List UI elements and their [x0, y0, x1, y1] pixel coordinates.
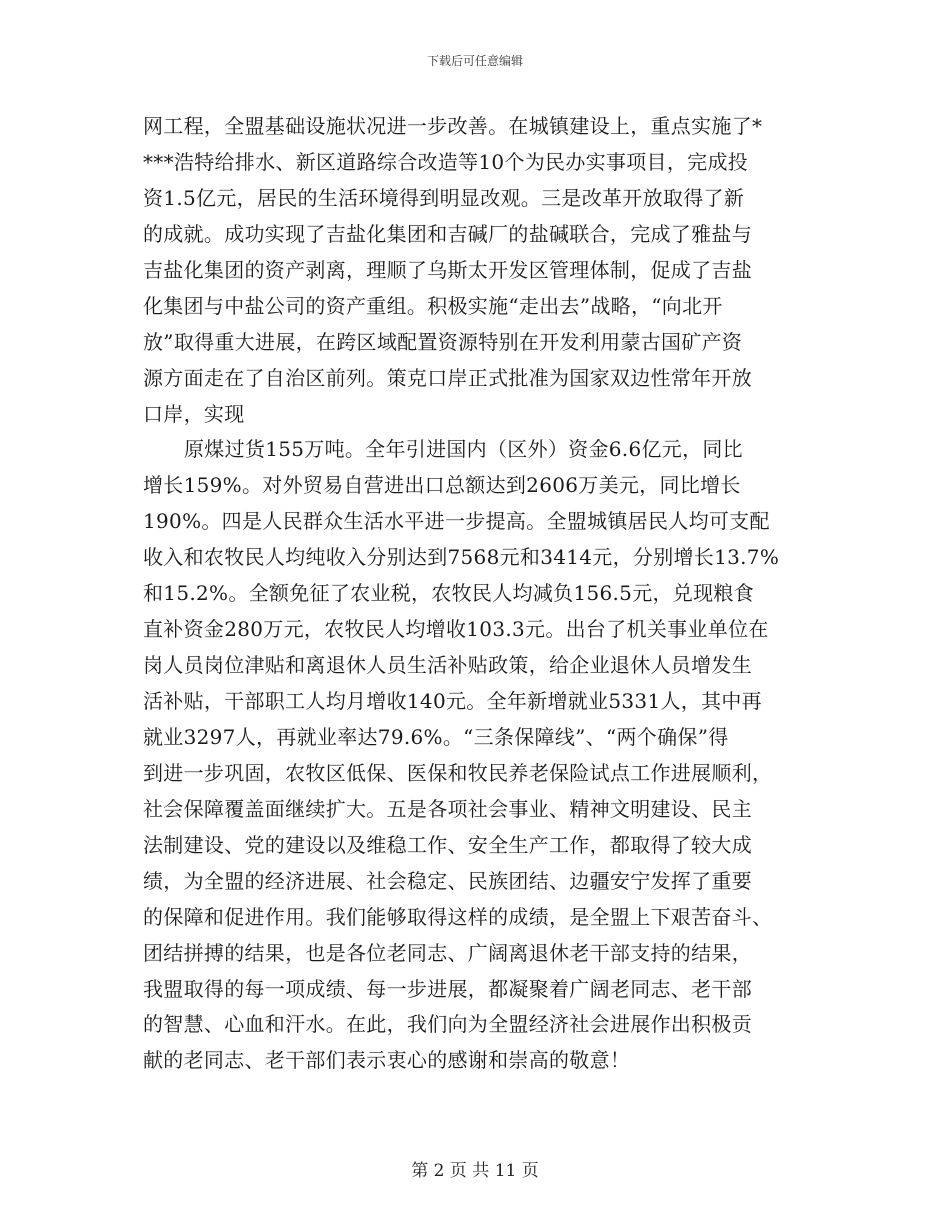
text-line: 放”取得重大进展，在跨区域配置资源特别在开发利用蒙古国矿产资 — [143, 329, 743, 354]
text-line: 收入和农牧民人均纯收入分别达到7568元和3414元，分别增长13.7% — [143, 545, 780, 570]
page-header: 下载后可任意编辑 — [426, 54, 523, 68]
text-line: 化集团与中盐公司的资产重组。积极实施“走出去”战略，“向北开 — [143, 293, 723, 318]
text-line: 的智慧、心血和汗水。在此，我们向为全盟经济社会进展作出积极贡 — [143, 1012, 752, 1037]
text-line: 的成就。成功实现了吉盐化集团和吉碱厂的盐碱联合，完成了雅盐与 — [143, 221, 752, 246]
text-line: 网工程，全盟基础设施状况进一步改善。在城镇建设上，重点实施了* — [143, 114, 763, 138]
paragraph-first-line: 原煤过货155万吨。全年引进国内（区外）资金6.6亿元，同比 — [184, 437, 743, 462]
page-footer: 第 2 页 共 11 页 — [411, 1161, 539, 1181]
text-line: 资1.5亿元，居民的生活环境得到明显改观。三是改革开放取得了新 — [143, 185, 745, 210]
text-line: 的保障和促进作用。我们能够取得这样的成绩，是全盟上下艰苦奋斗、 — [143, 904, 773, 929]
text-line: 源方面走在了自治区前列。策克口岸正式批准为国家双边性常年开放 — [143, 365, 752, 390]
text-line: 190%。四是人民群众生活水平进一步提高。全盟城镇居民人均可支配 — [143, 509, 770, 534]
text-line: 直补资金280万元，农牧民人均增收103.3元。出台了机关事业单位在 — [143, 617, 769, 642]
text-line: 就业3297人，再就业率达79.6%。“三条保障线”、“两个确保”得 — [143, 724, 729, 749]
text-line: 社会保障覆盖面继续扩大。五是各项社会事业、精神文明建设、民主 — [143, 796, 752, 821]
text-line: 岗人员岗位津贴和离退休人员生活补贴政策，给企业退休人员增发生 — [143, 653, 752, 678]
text-line: 活补贴，干部职工人均月增收140元。全年新增就业5331人，其中再 — [143, 689, 762, 713]
text-line: 献的老同志、老干部们表示衷心的感谢和崇高的敬意！ — [143, 1048, 631, 1073]
text-line: 吉盐化集团的资产剥离，理顺了乌斯太开发区管理体制，促成了吉盐 — [143, 257, 752, 282]
text-line: 到进一步巩固，农牧区低保、医保和牧民养老保险试点工作进展顺利， — [143, 760, 773, 785]
text-line: ***浩特给排水、新区道路综合改造等10个为民办实事项目，完成投 — [143, 149, 749, 174]
text-line: 增长159%。对外贸易自营进出口总额达到2606万美元，同比增长 — [143, 473, 741, 498]
text-line: 团结拼搏的结果，也是各位老同志、广阔离退休老干部支持的结果， — [143, 940, 752, 965]
text-line: 我盟取得的每一项成绩、每一步进展，都凝聚着广阔老同志、老干部 — [143, 976, 752, 1001]
text-line: 法制建设、党的建设以及维稳工作、安全生产工作，都取得了较大成 — [143, 832, 752, 857]
document-body — [143, 108, 811, 1078]
text-line: 口岸，实现 — [143, 401, 245, 426]
text-line: 和15.2%。全额免征了农业税，农牧民人均减负156.5元，兑现粮食 — [143, 581, 754, 606]
text-line: 绩，为全盟的经济进展、社会稳定、民族团结、边疆安宁发挥了重要 — [143, 868, 752, 893]
